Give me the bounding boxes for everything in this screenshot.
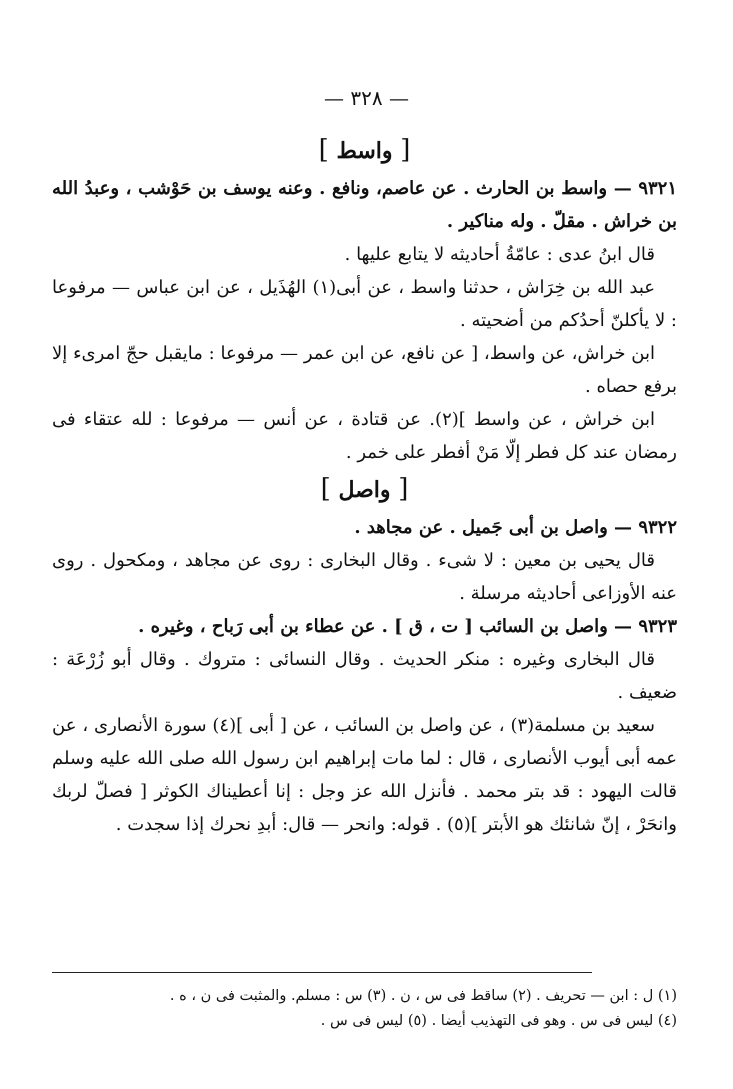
footnote-line: (١) ل : ابن — تحريف . (٢) ساقط فى س ، ن . (٣) س : مسلم. والمثبت فى ن ، ه . <box>169 988 677 1004</box>
page-number: — ٣٢٨ — <box>324 86 409 110</box>
paragraph: قال البخارى وغيره : منكر الحديث . وقال النسائى : متروك . وقال أبو زُرْعَة : ضعيف . <box>52 649 677 703</box>
page-body <box>52 130 677 841</box>
paragraph: قال يحيى بن معين : لا شىء . وقال البخارى : روى عن مجاهد ، ومكحول . روى عنه الأوزاعى أحاديثه مرسلة . <box>52 550 677 604</box>
entry-9322: ٩٣٢٢ — واصل بن أبى جَميل . عن مجاهد . <box>354 517 677 538</box>
entry-9323: ٩٣٢٣ — واصل بن السائب [ ت ، ق ] . عن عطاء بن أبى رَباح ، وغيره . <box>138 616 677 637</box>
paragraph: عبد الله بن خِرَاش ، حدثنا واسط ، عن أبى(١) الهُذَيل ، عن ابن عباس — مرفوعا : لا يأكلنّ أحدُكم من أضحيته . <box>52 277 677 331</box>
paragraph: قال ابنُ عدى : عامّةُ أحاديثه لا يتابع عليها . <box>344 244 655 265</box>
paragraph: سعيد بن مسلمة(٣) ، عن واصل بن السائب ، عن [ أبى ](٤) سورة الأنصارى ، عن عمه أبى أيوب الأنصارى ، قال : لما مات إبراهيم ابن رسول الله صلى الله عليه وسلم قالت اليهود : قد بتر محمد . فأنزل الله عز وجل : إنا أعطيناك الكوثر [ فصلّ لربك وانحَرْ ، إنّ شانئك هو الأبتر ](٥) . قوله: وانحر — قال: أبدِ نحرك إذا سجدت . <box>52 715 677 835</box>
section-heading-wasit: [ واسط ] <box>318 135 411 165</box>
paragraph: ابن خراش، عن واسط، [ عن نافع، عن ابن عمر — مرفوعا : مايقبل حجّ امرىء إلا برفع حصاه . <box>52 343 677 397</box>
footnote-line: (٤) ليس فى س . وهو فى التهذيب أيضا . (٥) ليس فى س . <box>320 1013 677 1029</box>
entry-9321: ٩٣٢١ — واسط بن الحارث . عن عاصم، ونافع . وعنه يوسف بن حَوْشب ، وعبدُ الله بن خراش . مقلّ . وله مناكير . <box>52 178 677 232</box>
paragraph: ابن خراش ، عن واسط ](٢). عن قتادة ، عن أنس — مرفوعا : لله عتقاء فى رمضان عند كل فطر إلّا مَنْ أفطر على خمر . <box>52 409 677 463</box>
section-heading-wasil: [ واصل ] <box>320 474 409 504</box>
footnote-divider <box>52 972 592 973</box>
